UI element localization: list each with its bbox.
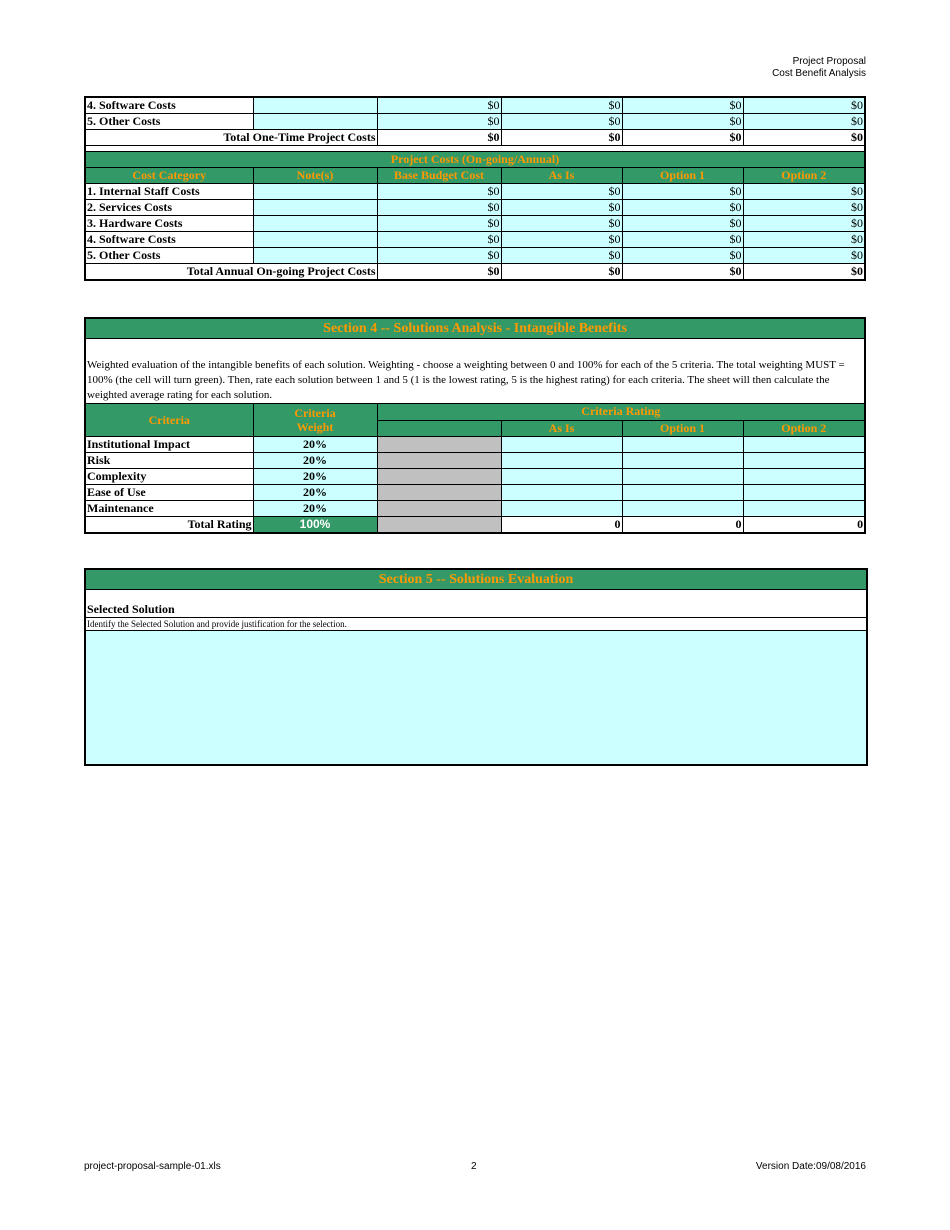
weight-cell[interactable]: 20%: [253, 453, 377, 469]
total-label: Total One-Time Project Costs: [85, 130, 377, 146]
total-row: [85, 264, 865, 281]
value-cell[interactable]: $0: [377, 200, 501, 216]
value-cell[interactable]: $0: [743, 216, 865, 232]
value-cell[interactable]: $0: [743, 200, 865, 216]
table-row: [85, 248, 865, 264]
section5-subtitle: Selected Solution: [85, 602, 867, 618]
value-cell[interactable]: $0: [501, 232, 622, 248]
section4-title-row: [85, 318, 865, 339]
total-value: $0: [377, 130, 501, 146]
total-label: Total Annual On-going Project Costs: [85, 264, 377, 281]
col-header: Base Budget Cost: [377, 168, 501, 184]
total-rating-value: 0: [501, 517, 622, 534]
weight-cell[interactable]: 20%: [253, 437, 377, 453]
rating-col-header: As Is: [501, 420, 622, 437]
section5-instruction-row: [85, 618, 867, 631]
notes-cell[interactable]: [253, 232, 377, 248]
section5-instruction: Identify the Selected Solution and provide justification for the selection.: [85, 618, 867, 631]
section4-desc-row: [85, 339, 865, 404]
value-cell[interactable]: $0: [501, 184, 622, 200]
criteria-label: Maintenance: [85, 501, 253, 517]
weight-cell[interactable]: 20%: [253, 501, 377, 517]
criteria-row: [85, 453, 865, 469]
row-label: 1. Internal Staff Costs: [85, 184, 253, 200]
onetime-costs-table: [84, 96, 866, 281]
rating-cell[interactable]: [622, 453, 743, 469]
value-cell[interactable]: $0: [377, 248, 501, 264]
value-cell[interactable]: $0: [377, 114, 501, 130]
value-cell[interactable]: $0: [501, 200, 622, 216]
locked-cell: [377, 501, 501, 517]
criteria-row: [85, 437, 865, 453]
table-row: [85, 200, 865, 216]
col-header: Note(s): [253, 168, 377, 184]
criteria-label: Risk: [85, 453, 253, 469]
rating-cell[interactable]: [743, 437, 865, 453]
rating-col-header: Option 2: [743, 420, 865, 437]
row-label: 4. Software Costs: [85, 232, 253, 248]
section5-title-row: [85, 569, 867, 590]
total-rating-label: Total Rating: [85, 517, 253, 534]
value-cell[interactable]: $0: [743, 248, 865, 264]
value-cell[interactable]: $0: [501, 114, 622, 130]
rating-cell[interactable]: [501, 485, 622, 501]
rating-header: Criteria Rating: [377, 404, 865, 421]
section5-subtitle-row: [85, 602, 867, 618]
rating-cell[interactable]: [501, 469, 622, 485]
col-header: Option 2: [743, 168, 865, 184]
rating-cell[interactable]: [622, 437, 743, 453]
value-cell[interactable]: $0: [377, 184, 501, 200]
section5-spacer-row: [85, 590, 867, 603]
total-value: $0: [622, 264, 743, 281]
value-cell[interactable]: $0: [743, 114, 865, 130]
section5-title: Section 5 -- Solutions Evaluation: [85, 569, 867, 590]
header-title: Project Proposal: [792, 56, 866, 67]
row-label: 4. Software Costs: [85, 97, 253, 114]
rating-cell[interactable]: [622, 469, 743, 485]
value-cell[interactable]: $0: [622, 114, 743, 130]
total-weight: 100%: [253, 517, 377, 534]
row-label: 5. Other Costs: [85, 114, 253, 130]
total-value: $0: [377, 264, 501, 281]
rating-cell[interactable]: [501, 453, 622, 469]
weight-cell[interactable]: 20%: [253, 469, 377, 485]
row-label: 5. Other Costs: [85, 248, 253, 264]
rating-cell[interactable]: [743, 453, 865, 469]
section4-description: Weighted evaluation of the intangible benefits of each solution. Weighting - choose a weighting between 0 and 100% for each of the 5 criteria. The total weighting MUST = 100% (the cell will turn green). Then, rate each solution between 1 and 5 (1 is the lowest rating, 5 is the highest rating) for each criteria. The sheet will then calculate the weighted average rating for each solution.: [85, 339, 865, 404]
row-label: 2. Services Costs: [85, 200, 253, 216]
locked-cell: [377, 485, 501, 501]
value-cell[interactable]: $0: [501, 216, 622, 232]
row-label: 3. Hardware Costs: [85, 216, 253, 232]
total-value: $0: [743, 264, 865, 281]
criteria-row: [85, 469, 865, 485]
locked-cell: [377, 469, 501, 485]
ongoing-title: Project Costs (On-going/Annual): [85, 152, 865, 168]
col-header: Option 1: [622, 168, 743, 184]
criteria-label: Ease of Use: [85, 485, 253, 501]
locked-cell: [377, 437, 501, 453]
criteria-label: Institutional Impact: [85, 437, 253, 453]
rating-cell[interactable]: [743, 501, 865, 517]
table-row: [85, 97, 865, 114]
total-rating-value: 0: [743, 517, 865, 534]
value-cell[interactable]: $0: [622, 248, 743, 264]
rating-cell[interactable]: [501, 501, 622, 517]
rating-cell[interactable]: [622, 501, 743, 517]
table-row: [85, 184, 865, 200]
value-cell[interactable]: $0: [743, 184, 865, 200]
value-cell[interactable]: $0: [501, 248, 622, 264]
notes-cell[interactable]: [253, 97, 377, 114]
table-row: [85, 232, 865, 248]
footer-version: Version Date:09/08/2016: [755, 1161, 866, 1172]
total-value: $0: [743, 130, 865, 146]
value-cell[interactable]: $0: [377, 97, 501, 114]
section4-table: [84, 317, 866, 534]
weight-header-line1: Criteria: [294, 406, 336, 420]
section5-table: [84, 568, 868, 766]
criteria-label: Complexity: [85, 469, 253, 485]
total-value: $0: [501, 130, 622, 146]
col-header: As Is: [501, 168, 622, 184]
rating-cell[interactable]: [743, 469, 865, 485]
rating-col-header-blank: [377, 420, 501, 437]
footer-page-number: 2: [471, 1161, 477, 1172]
locked-cell: [377, 453, 501, 469]
ongoing-title-row: [85, 152, 865, 168]
rating-cell[interactable]: [622, 485, 743, 501]
total-rating-value: 0: [622, 517, 743, 534]
rating-cell[interactable]: [743, 485, 865, 501]
total-rating-row: [85, 517, 865, 534]
criteria-header: Criteria: [85, 404, 253, 437]
notes-cell[interactable]: [253, 248, 377, 264]
total-value: $0: [622, 130, 743, 146]
value-cell[interactable]: $0: [622, 184, 743, 200]
header-subtitle: Cost Benefit Analysis: [772, 68, 866, 79]
section4-title: Section 4 -- Solutions Analysis - Intangible Benefits: [85, 318, 865, 339]
value-cell[interactable]: $0: [622, 97, 743, 114]
footer-filename: project-proposal-sample-01.xls: [84, 1161, 221, 1172]
total-row: [85, 130, 865, 146]
table-row: [85, 216, 865, 232]
weight-cell[interactable]: 20%: [253, 485, 377, 501]
value-cell[interactable]: $0: [743, 97, 865, 114]
selected-solution-input[interactable]: [85, 631, 867, 766]
value-cell[interactable]: $0: [622, 200, 743, 216]
weight-header: [253, 404, 377, 437]
section5-input-row: [85, 631, 867, 766]
page-header: [772, 56, 866, 80]
rating-col-header: Option 1: [622, 420, 743, 437]
weight-header-line2: Weight: [296, 420, 334, 434]
value-cell[interactable]: $0: [377, 216, 501, 232]
value-cell[interactable]: $0: [377, 232, 501, 248]
notes-cell[interactable]: [253, 184, 377, 200]
section4-header-row-1: [85, 404, 865, 421]
criteria-row: [85, 501, 865, 517]
table-row: [85, 114, 865, 130]
notes-cell[interactable]: [253, 200, 377, 216]
value-cell[interactable]: $0: [622, 232, 743, 248]
notes-cell[interactable]: [253, 114, 377, 130]
value-cell[interactable]: $0: [743, 232, 865, 248]
locked-cell: [377, 517, 501, 534]
rating-cell[interactable]: [501, 437, 622, 453]
notes-cell[interactable]: [253, 216, 377, 232]
col-header: Cost Category: [85, 168, 253, 184]
total-value: $0: [501, 264, 622, 281]
criteria-row: [85, 485, 865, 501]
value-cell[interactable]: $0: [501, 97, 622, 114]
value-cell[interactable]: $0: [622, 216, 743, 232]
ongoing-header-row: [85, 168, 865, 184]
